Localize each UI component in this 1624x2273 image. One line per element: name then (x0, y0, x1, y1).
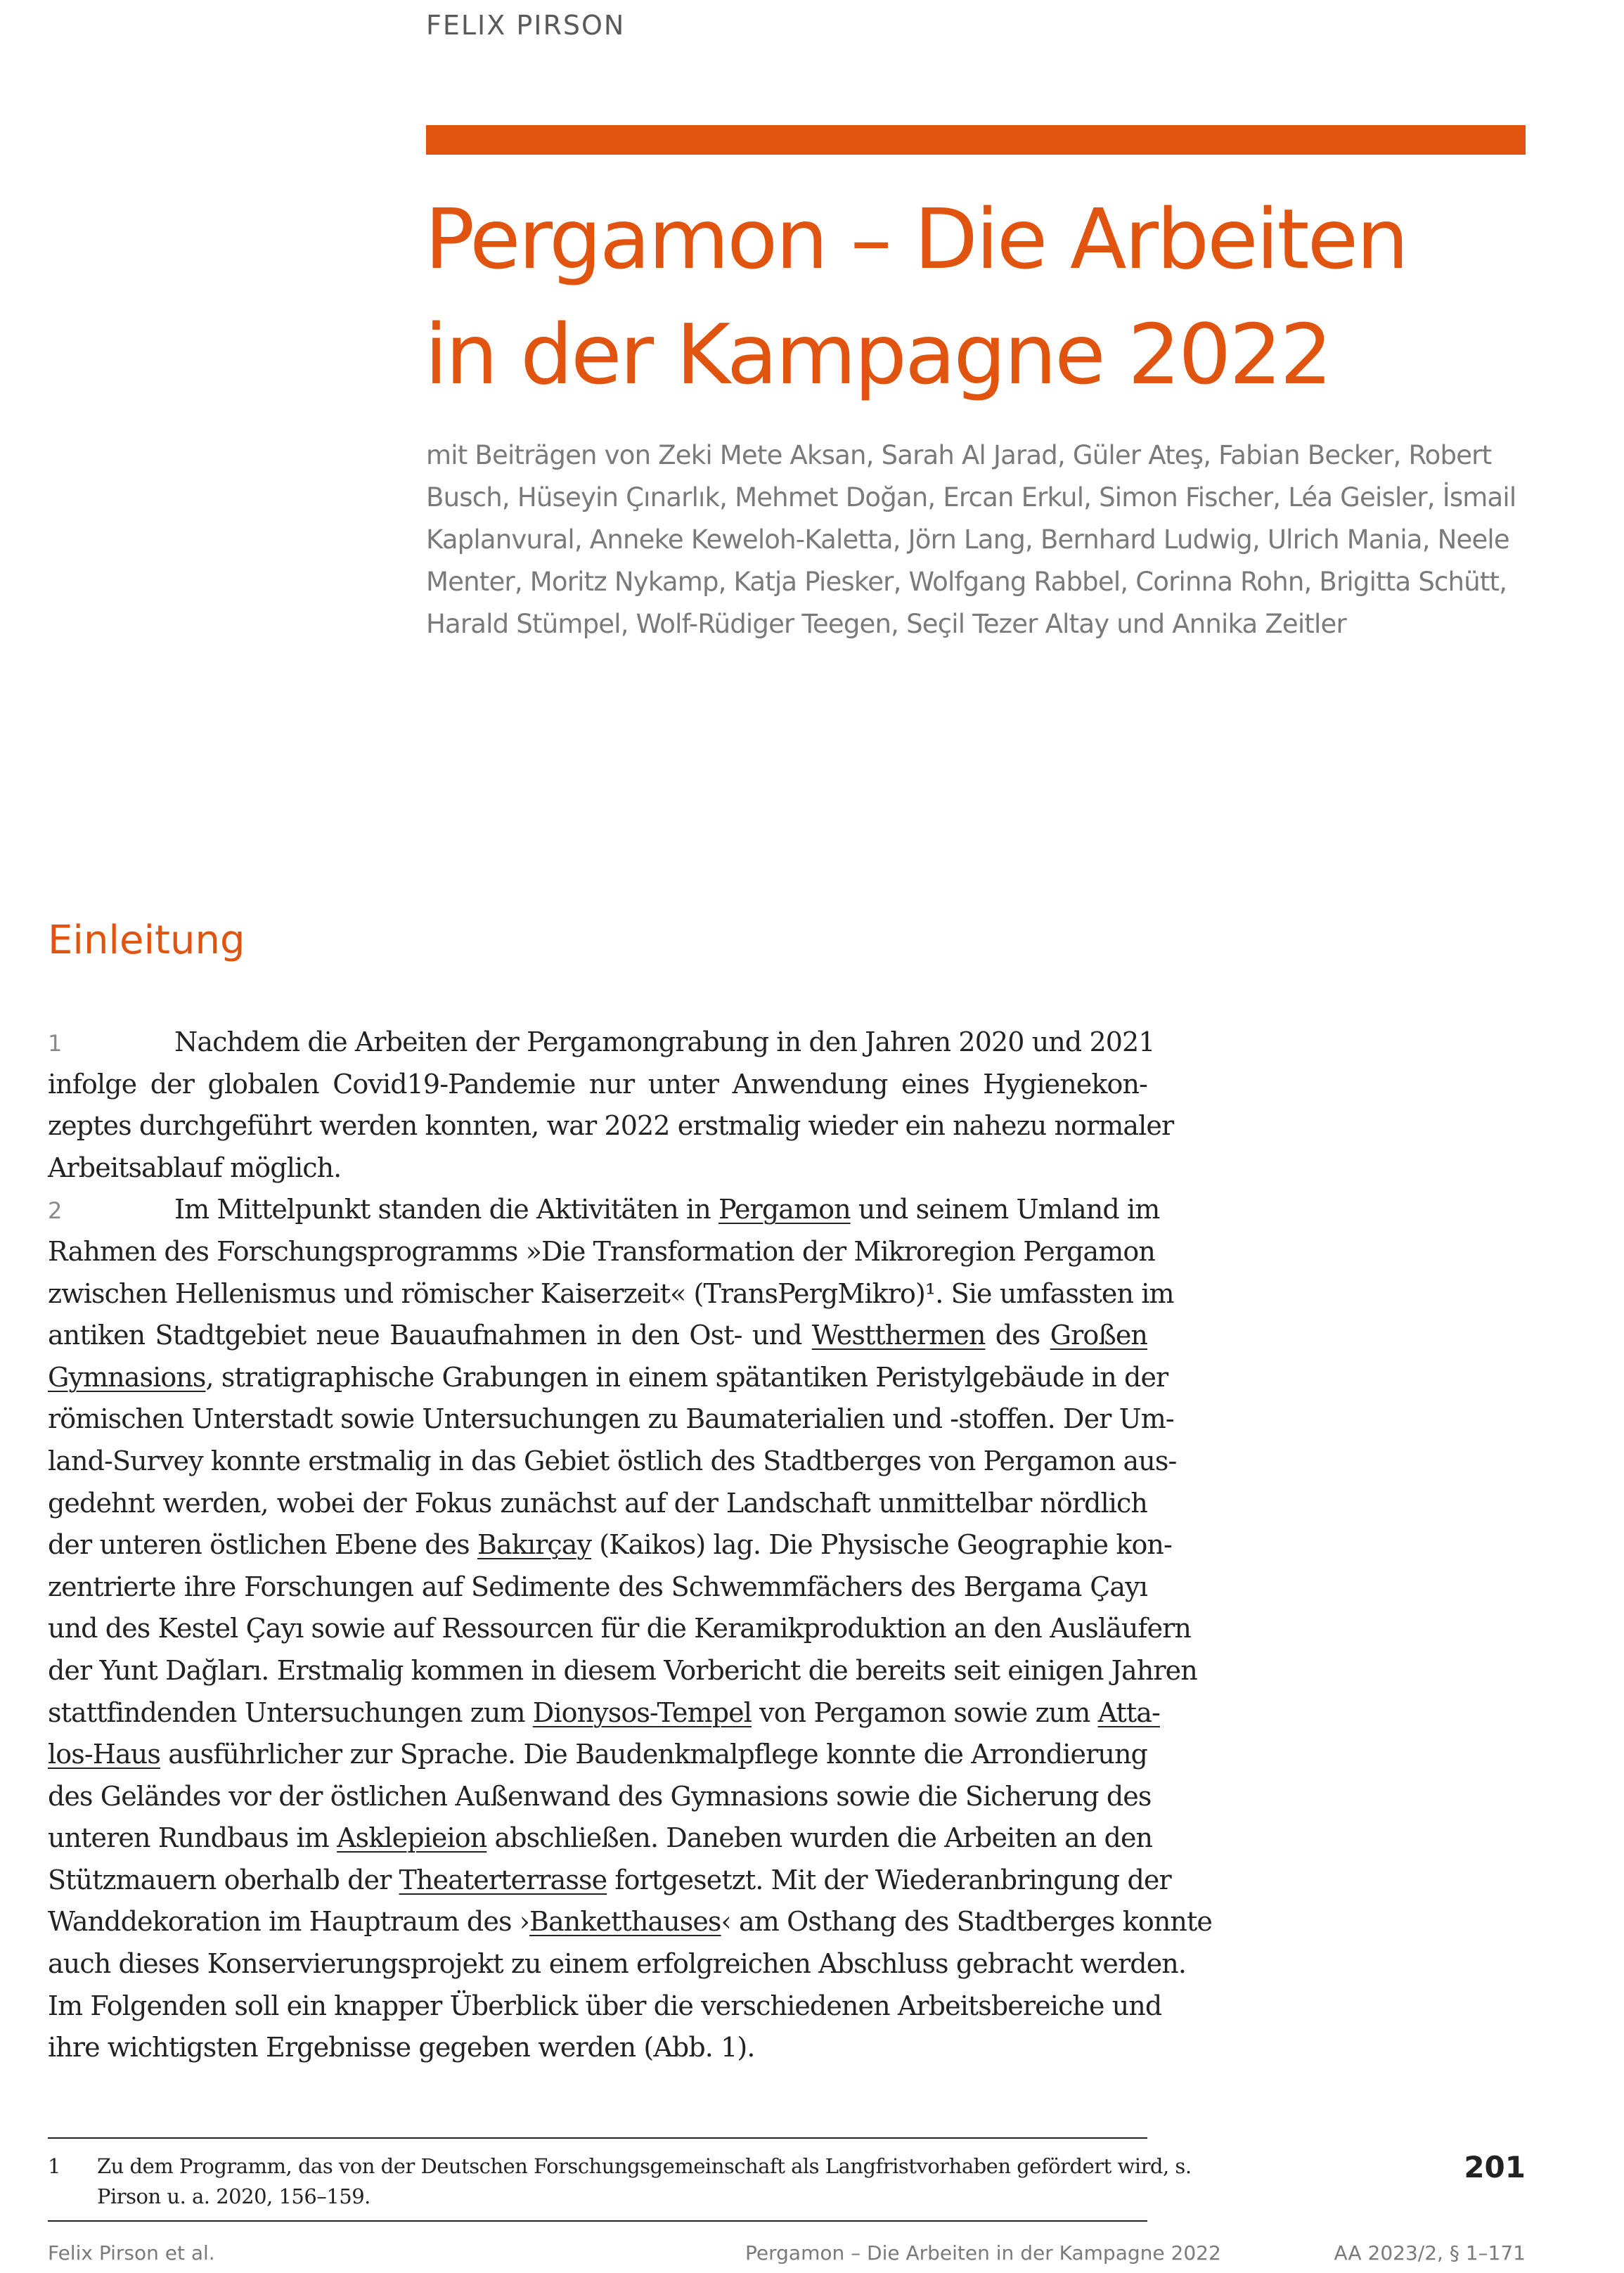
text-line: 1 Nachdem die Arbeiten der Pergamongrabung in den Jahren 2020 und 2021 (48, 1022, 1147, 1064)
link-asklepieion[interactable]: Asklepieion (337, 1822, 487, 1854)
article-title (425, 181, 1578, 412)
text-line: der Yunt Dağları. Erstmalig kommen in diesem Vorbericht die bereits seit einigen Jahren (48, 1654, 1197, 1686)
text-line: Im Folgenden soll ein knapper Überblick über die verschiedenen Arbeitsbereiche und (48, 1990, 1162, 2021)
footnote-line: Pirson u. a. 2020, 156–159. (97, 2184, 370, 2208)
text-line: zwischen Hellenismus und römischer Kaiserzeit« (TransPergMikro)¹. Sie umfassten im (48, 1277, 1174, 1309)
text-line: Arbeitsablauf möglich. (48, 1152, 342, 1183)
link-attalos-haus[interactable]: los-Haus (48, 1739, 160, 1770)
footnote-text (97, 2151, 1192, 2212)
link-attalos-haus[interactable]: Atta- (1097, 1696, 1160, 1728)
footnote-line: Zu dem Programm, das von der Deutschen Forschungsgemeinschaft als Langfristvorhaben gefördert wird, s. (97, 2154, 1192, 2178)
footer-authors: Felix Pirson et al. (48, 2241, 215, 2265)
link-grossen-gymnasions[interactable]: Gymnasions (48, 1361, 206, 1393)
text-line: Gymnasions, stratigraphische Grabungen in einem spätantiken Peristylgebäude in der (48, 1361, 1168, 1393)
text-line: des Geländes vor der östlichen Außenwand des Gymnasions sowie die Sicherung des (48, 1780, 1152, 1812)
text-line: 2 Im Mittelpunkt standen die Aktivitäten in Pergamon und seinem Umland im (48, 1189, 1147, 1231)
text-line: ihre wichtigsten Ergebnisse gegeben werden (Abb. 1). (48, 2032, 755, 2063)
text-line: römischen Unterstadt sowie Untersuchungen zu Baumaterialien und -stoffen. Der Um- (48, 1403, 1174, 1435)
paragraph-number: 2 (48, 1197, 62, 1225)
link-dionysos-tempel[interactable]: Dionysos-Tempel (532, 1696, 752, 1728)
link-banketthaus[interactable]: Banketthauses (529, 1906, 721, 1938)
text-line: zeptes durchgeführt werden konnten, war 2022 erstmalig wieder ein nahezu normaler (48, 1110, 1174, 1142)
footnote (48, 2151, 1192, 2212)
text-line: infolge der globalen Covid19-Pandemie nur unter Anwendung eines Hygienekon- (48, 1068, 1147, 1100)
text-line: gedehnt werden, wobei der Fokus zunächst auf der Landschaft unmittelbar nördlich (48, 1487, 1147, 1519)
contributors-line: Busch, Hüseyin Çınarlık, Mehmet Doğan, Ercan Erkul, Simon Fischer, Léa Geisler, İsmail (426, 482, 1516, 513)
footnote-number: 1 (48, 2154, 60, 2178)
contributors-line: Menter, Moritz Nykamp, Katja Piesker, Wolfgang Rabbel, Corinna Rohn, Brigitta Schütt, (426, 567, 1507, 597)
text-line: stattfindenden Untersuchungen zum Dionysos-Tempel von Pergamon sowie zum Atta- (48, 1696, 1160, 1728)
running-author: FELIX PIRSON (426, 10, 626, 41)
text-line: los-Haus ausführlicher zur Sprache. Die Baudenkmalpflege konnte die Arrondierung (48, 1739, 1147, 1770)
link-grossen-gymnasions[interactable]: Großen (1050, 1320, 1147, 1351)
text-line: Rahmen des Forschungsprogramms »Die Transformation der Mikroregion Pergamon (48, 1235, 1155, 1267)
footer-citation: AA 2023/2, § 1–171 (1334, 2241, 1526, 2265)
text-line: Stützmauern oberhalb der Theaterterrasse fortgesetzt. Mit der Wiederanbringung der (48, 1864, 1171, 1895)
text-line: auch dieses Konservierungsprojekt zu einem erfolgreichen Abschluss gebracht werden. (48, 1948, 1187, 1980)
text-line: zentrierte ihre Forschungen auf Sedimente des Schwemmfächers des Bergama Çayı (48, 1571, 1147, 1602)
text-line: Wanddekoration im Hauptraum des ›Banketthauses‹ am Osthang des Stadtberges konnte (48, 1906, 1212, 1938)
text-line: der unteren östlichen Ebene des Bakırçay (Kaikos) lag. Die Physische Geographie kon- (48, 1529, 1172, 1561)
text-line: land-Survey konnte erstmalig in das Gebiet östlich des Stadtberges von Pergamon aus- (48, 1445, 1177, 1476)
footnote-divider-bottom (48, 2220, 1147, 2222)
text-line: unteren Rundbaus im Asklepieion abschließen. Daneben wurden die Arbeiten an den (48, 1822, 1153, 1854)
footnote-divider (48, 2137, 1147, 2139)
paragraph-number: 1 (48, 1030, 62, 1057)
text-line: und des Kestel Çayı sowie auf Ressourcen für die Keramikproduktion an den Ausläufern (48, 1613, 1191, 1644)
link-theaterterrasse[interactable]: Theaterterrasse (399, 1864, 607, 1895)
contributors-list (426, 434, 1523, 645)
link-pergamon[interactable]: Pergamon (718, 1194, 851, 1225)
contributors-line: Harald Stümpel, Wolf-Rüdiger Teegen, Seçil Tezer Altay und Annika Zeitler (426, 609, 1346, 639)
title-line: Pergamon – Die Arbeiten (425, 191, 1407, 288)
link-bakircay[interactable]: Bakırçay (477, 1529, 592, 1561)
text-line: antiken Stadtgebiet neue Bauaufnahmen in den Ost- und Westthermen des Großen (48, 1320, 1147, 1351)
title-line: in der Kampagne 2022 (425, 306, 1331, 403)
page-number: 201 (1464, 2150, 1526, 2184)
contributors-line: mit Beiträgen von Zeki Mete Aksan, Sarah Al Jarad, Güler Ateş, Fabian Becker, Robert (426, 440, 1492, 470)
footer-title: Pergamon – Die Arbeiten in der Kampagne 2022 (745, 2241, 1221, 2265)
link-westthermen[interactable]: Westthermen (811, 1320, 986, 1351)
contributors-line: Kaplanvural, Anneke Keweloh-Kaletta, Jörn Lang, Bernhard Ludwig, Ulrich Mania, Neele (426, 524, 1509, 555)
section-heading: Einleitung (48, 917, 245, 963)
title-accent-bar (426, 125, 1526, 155)
body-text (48, 1022, 1212, 2069)
